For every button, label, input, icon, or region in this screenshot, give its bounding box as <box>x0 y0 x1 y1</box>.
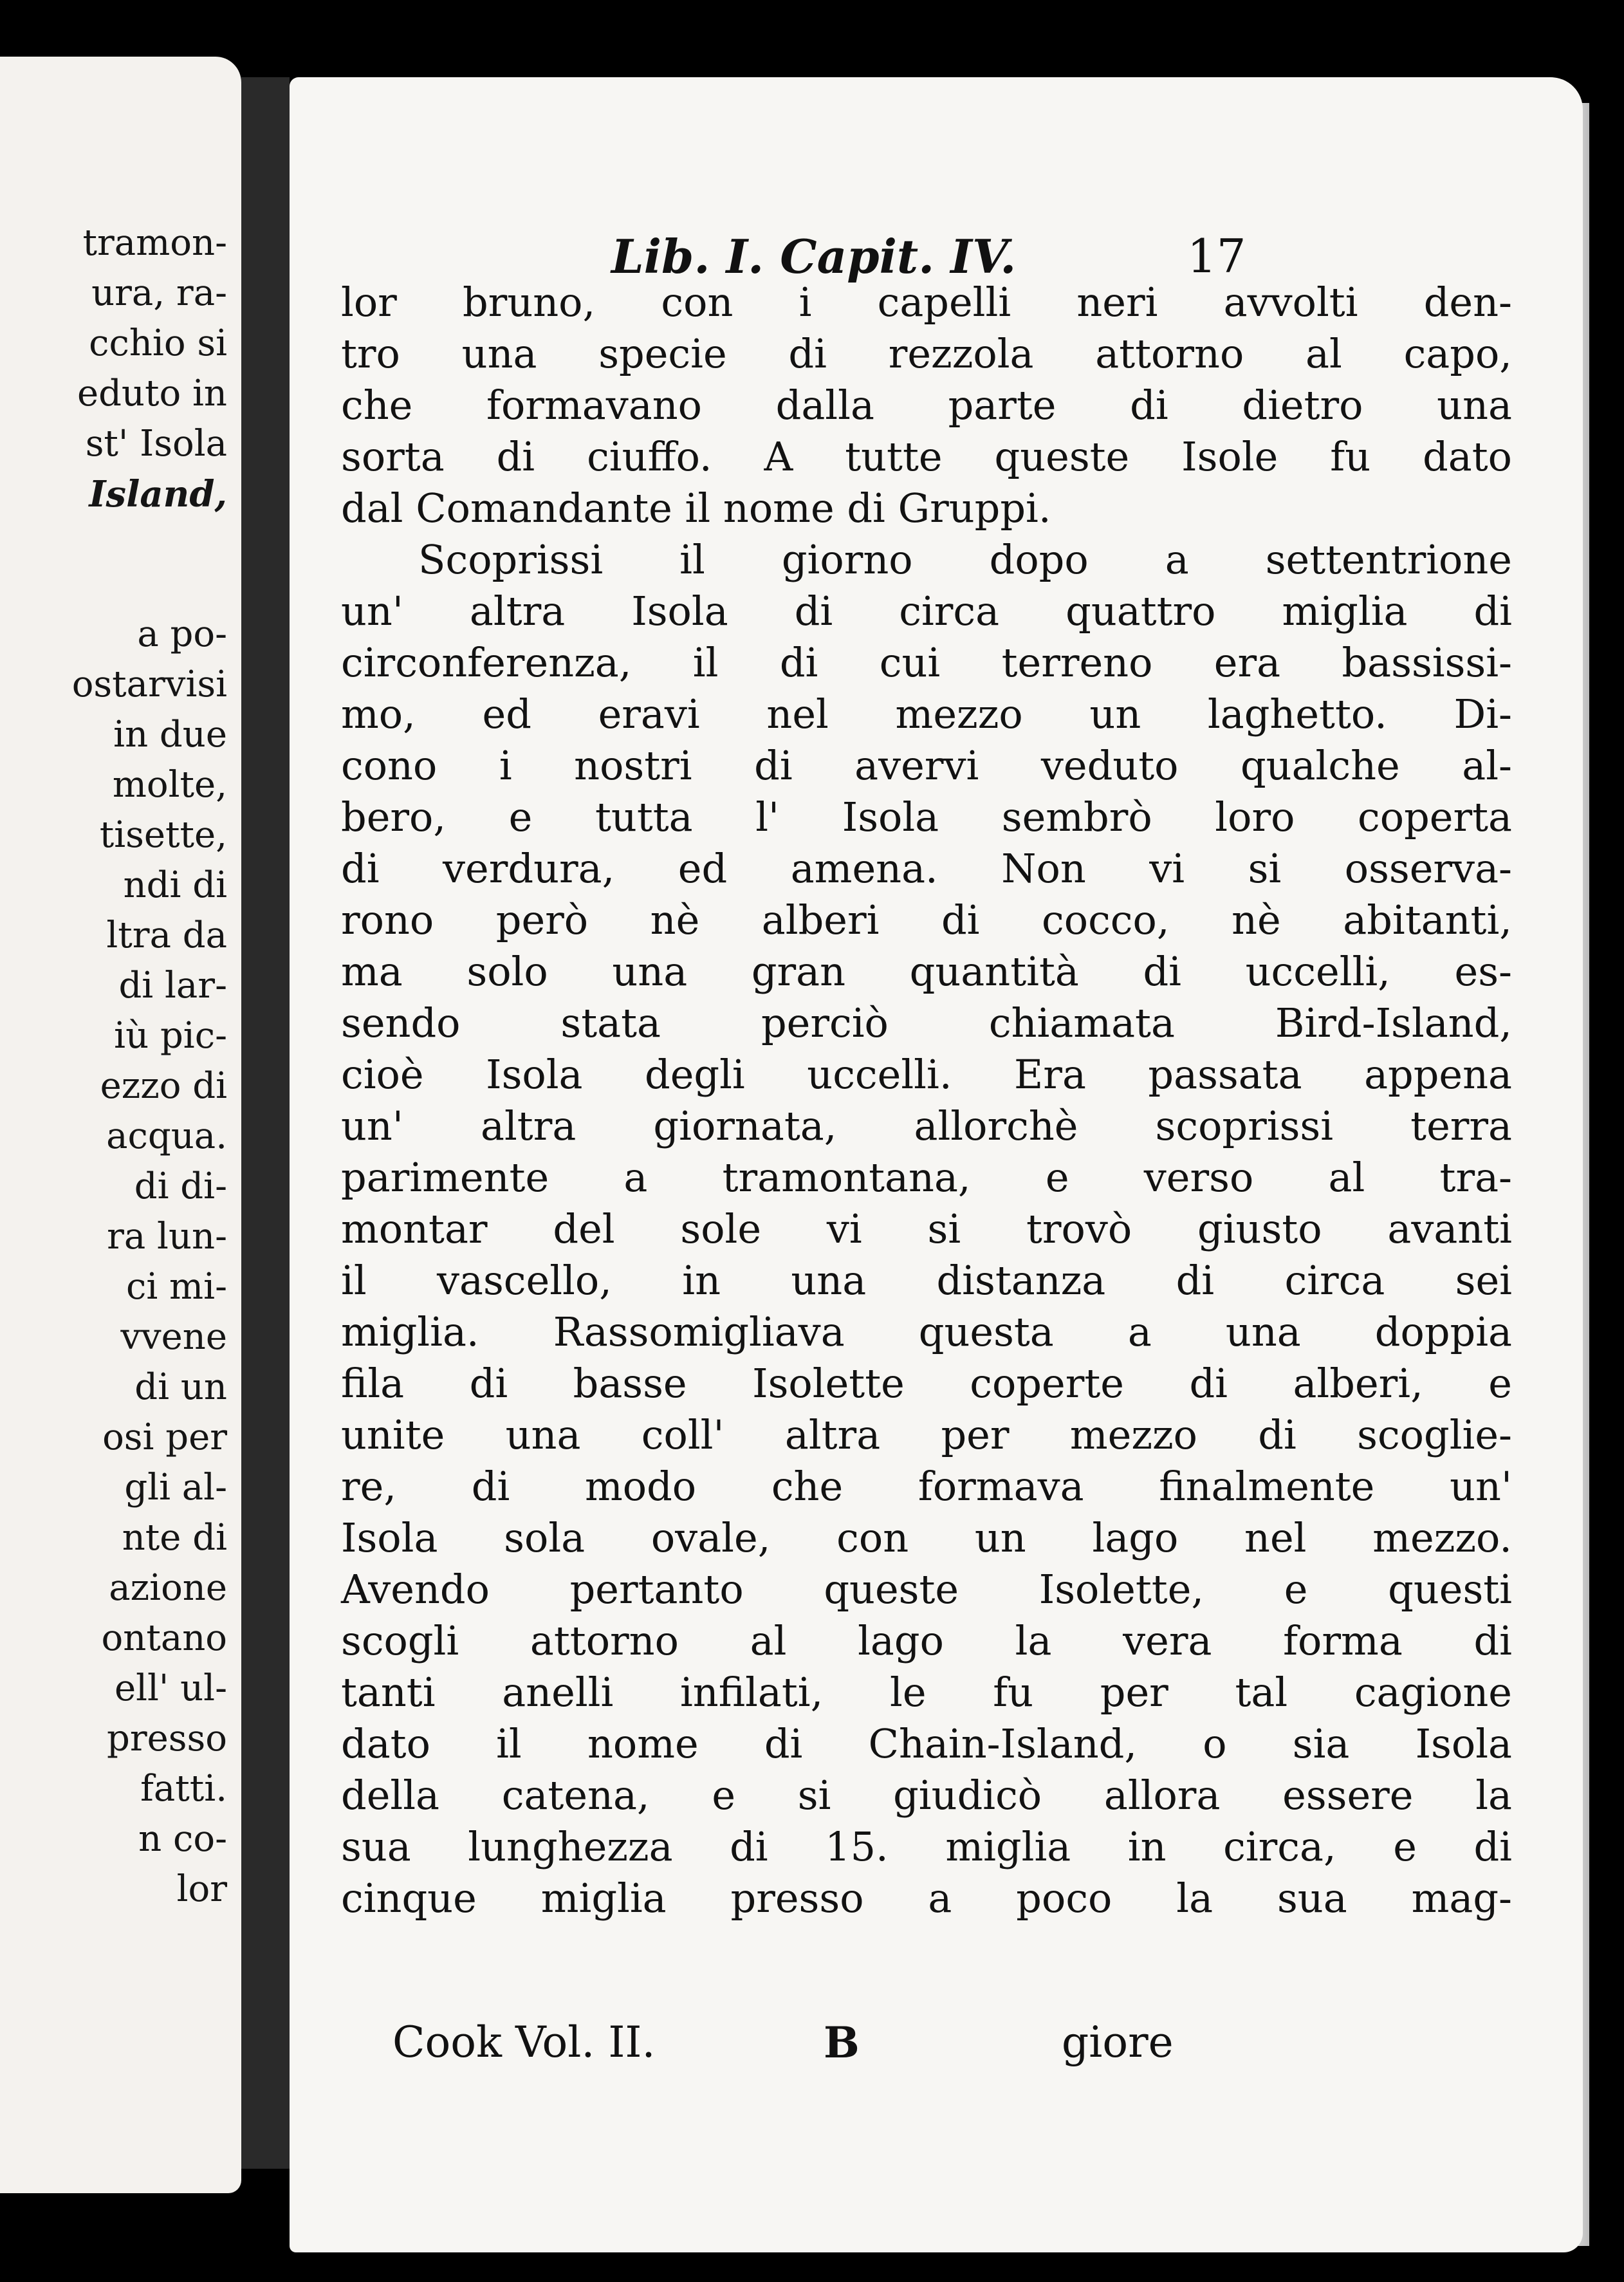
left-page-line: molte, <box>112 764 227 806</box>
left-page-line: osi per <box>102 1416 227 1458</box>
left-page-line: acqua. <box>106 1115 227 1157</box>
text-line: fila di basse Isolette coperte di alberi, e <box>341 1360 1512 1407</box>
left-page-line: cchio si <box>89 322 227 364</box>
text-line: cioè Isola degli uccelli. Era passata appena <box>341 1051 1512 1098</box>
left-page-line: di lar- <box>118 965 227 1006</box>
text-line: cono i nostri di avervi veduto qualche al- <box>341 742 1512 789</box>
text-line: ma solo una gran quantità di uccelli, es- <box>341 948 1512 995</box>
left-page-line: presso <box>107 1718 227 1759</box>
text-line: cinque miglia presso a poco la sua mag- <box>341 1875 1512 1922</box>
text-line: montar del sole vi si trovò giusto avanti <box>341 1205 1512 1252</box>
left-page-line: azione <box>109 1567 227 1609</box>
text-line: rono però nè alberi di cocco, nè abitanti, <box>341 896 1512 943</box>
left-page-line: iù pic- <box>114 1015 227 1057</box>
text-line: sendo stata perciò chiamata Bird-Island, <box>341 999 1512 1046</box>
left-page <box>0 57 241 2193</box>
left-page-line: lor <box>176 1868 227 1910</box>
text-line: Isola sola ovale, con un lago nel mezzo. <box>341 1514 1512 1561</box>
left-page-line: di un <box>134 1366 227 1408</box>
left-page-line: ostarvisi <box>71 663 227 705</box>
text-line: un' altra Isola di circa quattro miglia di <box>341 588 1512 635</box>
left-page-line: n co- <box>138 1818 227 1860</box>
text-line: scogli attorno al lago la vera forma di <box>341 1617 1512 1664</box>
book-gutter <box>241 77 290 2169</box>
text-line: Avendo pertanto queste Isolette, e questi <box>341 1566 1512 1613</box>
left-page-line: tisette, <box>99 814 227 856</box>
left-page-line: tramon- <box>82 222 227 264</box>
left-page-line: gli al- <box>124 1467 227 1508</box>
left-page-line: vvene <box>120 1316 227 1358</box>
left-page-line: ontano <box>101 1617 227 1659</box>
left-page-line: st' Isola <box>85 423 227 465</box>
text-line: sua lunghezza di 15. miglia in circa, e di <box>341 1823 1512 1870</box>
left-page-line: in due <box>113 714 227 756</box>
text-line: miglia. Rassomigliava questa a una doppia <box>341 1308 1512 1355</box>
right-page <box>290 77 1583 2252</box>
text-line: circonferenza, il di cui terreno era bassissi- <box>341 639 1512 686</box>
text-line: dal Comandante il nome di Gruppi. <box>341 485 1051 532</box>
text-line: tanti anelli infilati, le fu per tal cagione <box>341 1669 1512 1716</box>
text-line: dato il nome di Chain-Island, o sia Isola <box>341 1720 1512 1767</box>
left-page-line: ndi di <box>123 864 227 906</box>
left-page-line: ura, ra- <box>91 272 227 314</box>
left-page-line: a po- <box>137 613 227 655</box>
text-line: che formavano dalla parte di dietro una <box>341 382 1512 429</box>
left-page-line: eduto in <box>77 373 227 414</box>
footer-signature-mark: B <box>824 2018 860 2068</box>
text-line: sorta di ciuffo. A tutte queste Isole fu dato <box>341 433 1512 480</box>
text-line: di verdura, ed amena. Non vi si osserva- <box>341 845 1512 892</box>
left-page-line: di di- <box>134 1165 227 1207</box>
page-number: 17 <box>1187 229 1246 283</box>
left-page-line: ltra da <box>106 914 227 956</box>
text-line: re, di modo che formava finalmente un' <box>341 1463 1512 1510</box>
left-page-line: fatti. <box>140 1768 227 1810</box>
left-page-line: ra lun- <box>107 1216 227 1257</box>
footer-catchword: giore <box>1062 2018 1174 2067</box>
text-line: Scoprissi il giorno dopo a settentrione <box>418 536 1512 583</box>
text-line: parimente a tramontana, e verso al tra- <box>341 1154 1512 1201</box>
left-page-line: Island, <box>89 473 227 515</box>
left-page-line: ell' ul- <box>114 1667 227 1709</box>
footer-signature: Cook Vol. II. <box>392 2018 656 2067</box>
text-line: un' altra giornata, allorchè scoprissi terra <box>341 1102 1512 1149</box>
text-line: tro una specie di rezzola attorno al capo, <box>341 330 1512 377</box>
left-page-line: ci mi- <box>125 1266 227 1308</box>
text-line: il vascello, in una distanza di circa sei <box>341 1257 1512 1304</box>
left-page-line: ezzo di <box>100 1065 227 1107</box>
text-line: unite una coll' altra per mezzo di scoglie- <box>341 1411 1512 1458</box>
text-line: mo, ed eravi nel mezzo un laghetto. Di- <box>341 691 1512 737</box>
text-line: della catena, e si giudicò allora essere la <box>341 1772 1512 1819</box>
running-header: Lib. I. Capit. IV. <box>611 229 1017 284</box>
text-line: bero, e tutta l' Isola sembrò loro coperta <box>341 793 1512 840</box>
left-page-line: nte di <box>122 1517 227 1559</box>
text-line: lor bruno, con i capelli neri avvolti den- <box>341 279 1512 326</box>
